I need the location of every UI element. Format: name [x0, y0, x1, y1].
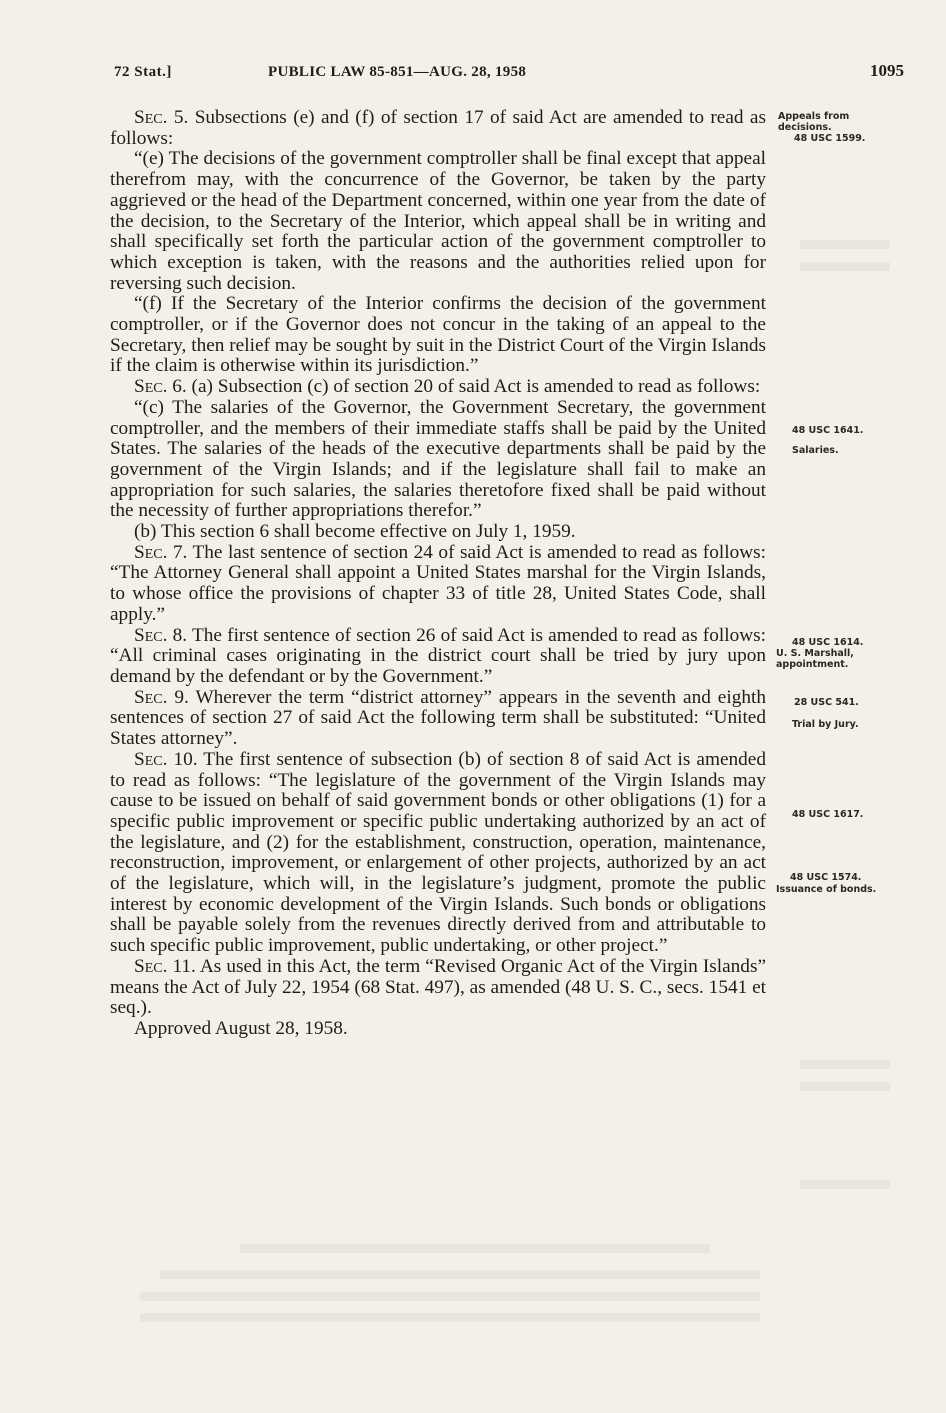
section-7-paragraph: Sec. 7. The last sentence of section 24 of said Act is amended to read as follows: “The Attorney General shall appoint a United States marshal for the Virgin Islands, to whose office the provisions of chapter 33 of title 28, United States Code, shall apply.”	[110, 541, 766, 625]
page-header	[0, 61, 946, 88]
subsection-c-paragraph: “(c) The salaries of the Governor, the Government Secretary, the government comptroller, and the members of their immediate staffs shall be paid by the United States. The salaries of the heads of the executive departments shall be paid by the government of the Virgin Islands; and if the legislature shall fail to make an appropriation for such salaries, the salaries theretofore fixed shall be paid without the necessity of further appropriations therefor.”	[110, 396, 766, 522]
margin-note-bonds: Issuance of bonds.	[776, 884, 877, 895]
margin-note-citation: 48 USC 1641.	[792, 425, 864, 436]
subsection-e-paragraph: “(e) The decisions of the government comptroller shall be final except that appeal therefrom may, with the concurrence of the Governor, be taken by the party aggrieved or the head of the Department concerned, within one year from the date of the decision, to the Secretary of the Interior, which appeal shall be in writing and shall specifically set forth the particular action of the government comptroller to which exception is taken, with the reasons and the authorities relied upon for reversing such decision.	[110, 148, 766, 294]
margin-note-jury: Trial by Jury.	[792, 719, 859, 730]
margin-note-salaries: Salaries.	[792, 445, 839, 456]
section-6-paragraph: Sec. 6. (a) Subsection (c) of section 20 of said Act is amended to read as follows:	[134, 376, 761, 398]
section-8-paragraph: Sec. 8. The first sentence of section 26 of said Act is amended to read as follows: “All criminal cases originating in the district court shall be tried by jury upon demand by the defendant or by the Government.”	[110, 624, 767, 687]
margin-note-citation: 48 USC 1574.	[790, 872, 862, 883]
margin-note-citation: 48 USC 1599.	[794, 133, 866, 144]
margin-note-citation: 48 USC 1614.	[792, 637, 864, 648]
section-label: Sec. 6.	[134, 376, 187, 398]
subsection-f-paragraph: “(f) If the Secretary of the Interior confirms the decision of the government comptroller, or if the Governor does not concur in the taking of an appeal to the Secretary, then relief may be sought by suit in the District Court of the Virgin Islands if the claim is otherwise within its jurisdiction.”	[110, 293, 766, 377]
section-5-paragraph: Sec. 5. Subsections (e) and (f) of section 17 of said Act are amended to read as follows:	[110, 107, 766, 149]
section-10-paragraph: Sec. 10. The first sentence of subsection (b) of section 8 of said Act is amended to read as follows: “The legislature of the government of the Virgin Islands may cause to be issued on behalf of said government bonds or other obligations (1) for a specific public improvement or specific public undertaking authorized by an act of the legislature, and (2) for the establishment, construction, operation, maintenance, reconstruction, improvement, or enlargement of other projects, authorized by an act of the legislature, which will, in the legislature’s judgment, promote the public interest by economic development of the Virgin Islands. Such bonds or obligations shall be payable solely from the revenues directly derived from and attributable to such specific public improvement, public undertaking, or other project.”	[110, 748, 766, 957]
statute-body	[110, 108, 766, 1040]
margin-note-citation: 28 USC 541.	[794, 697, 859, 708]
section-label: Sec. 11.	[134, 955, 196, 977]
section-label: Sec. 9.	[134, 686, 189, 708]
margin-note-citation: 48 USC 1617.	[792, 809, 864, 820]
section-label: Sec. 10.	[134, 748, 198, 770]
section-11-paragraph: Sec. 11. As used in this Act, the term “Revised Organic Act of the Virgin Islands” means the Act of July 22, 1954 (68 Stat. 497), as amended (48 U. S. C., secs. 1541 et seq.).	[110, 955, 767, 1019]
section-label: Sec. 7.	[134, 541, 188, 563]
statute-volume: 72 Stat.]	[114, 64, 172, 80]
running-title: PUBLIC LAW 85-851—AUG. 28, 1958	[268, 64, 527, 80]
section-9-paragraph: Sec. 9. Wherever the term “district attorney” appears in the seventh and eighth sentences of section 27 of said Act the following term shall be substituted: “United States attorney”.	[110, 686, 766, 750]
page-number: 1095	[870, 61, 904, 80]
margin-note-marshal: U. S. Marshall, appointment.	[776, 648, 854, 670]
margin-note-appeals: Appeals from decisions.	[778, 111, 850, 133]
section-label: Sec. 5.	[134, 107, 189, 128]
approval-line: Approved August 28, 1958.	[134, 1017, 348, 1039]
subsection-b-paragraph: (b) This section 6 shall become effective on July 1, 1959.	[134, 521, 576, 543]
section-label: Sec. 8.	[134, 624, 188, 646]
